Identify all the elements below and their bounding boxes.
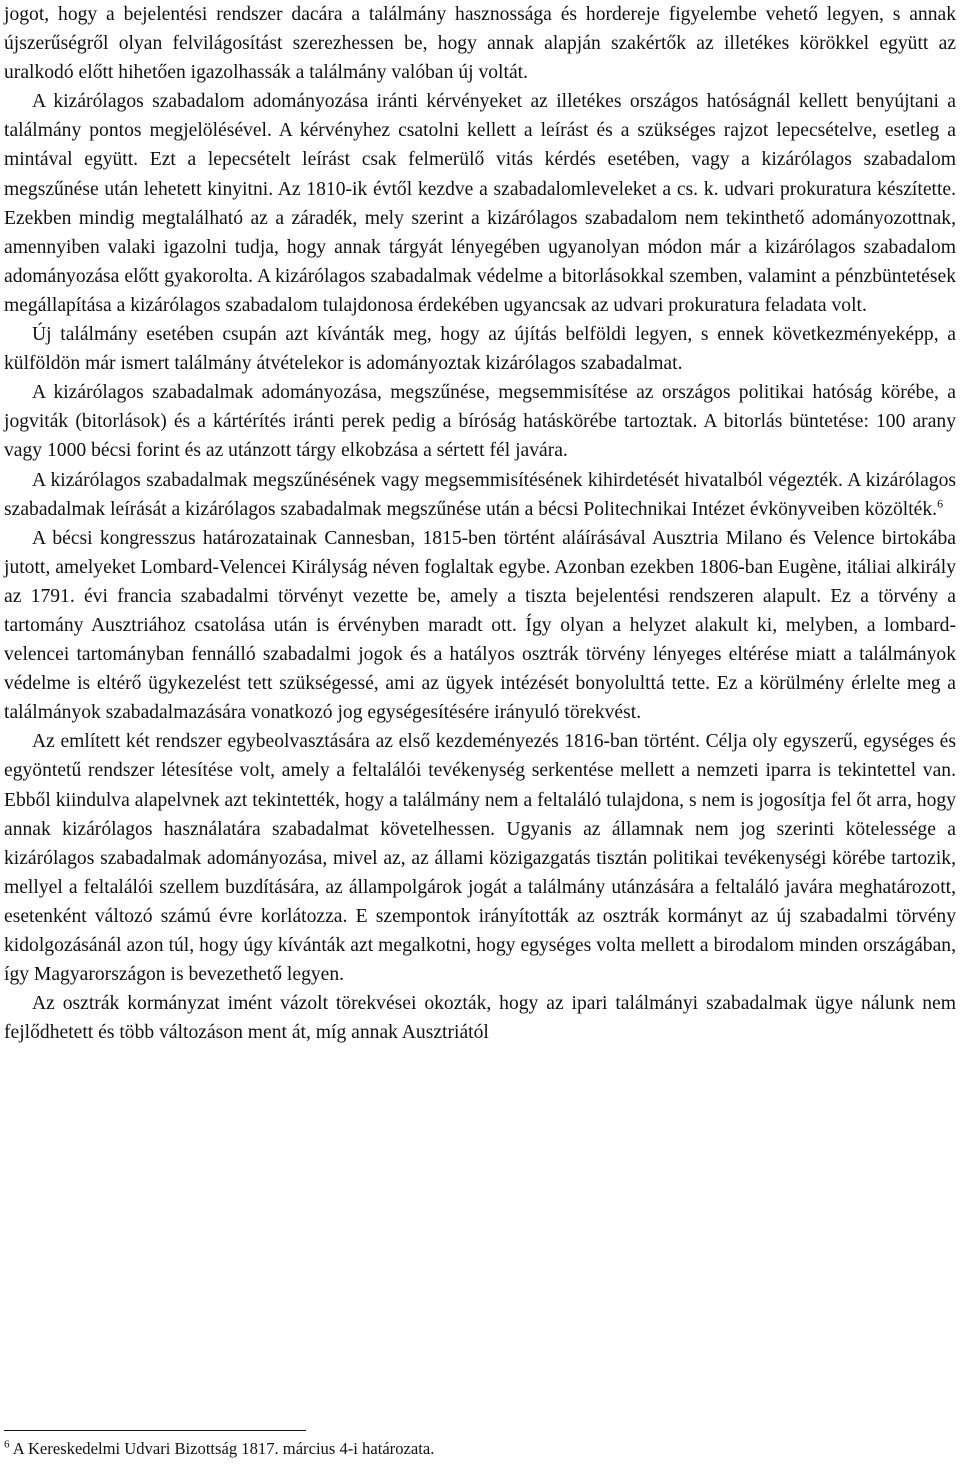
paragraph-text: Az osztrák kormányzat imént vázolt törekvései okozták, hogy az ipari találmányi szabadalmak ügye nálunk nem fejlődhetett és több változáson ment át, míg annak Ausztriától xyxy=(4,993,956,1044)
footnote xyxy=(4,1437,944,1461)
paragraph-text: jogot, hogy a bejelentési rendszer dacára a találmány hasznossága és hordereje figyelembe vehető legyen, s annak újszerűségről olyan felvilágosítást szerezhessen be, hogy annak alapján szakértők az illetékes körökkel együtt az uralkodó előtt hihetően igazolhassák a találmány valóban új voltát. xyxy=(4,4,956,84)
page-body xyxy=(4,0,956,1047)
paragraph-text: A bécsi kongresszus határozatainak Cannesban, 1815-ben történt aláírásával Ausztria Milano és Velence birtokába jutott, amelyeket Lombard-Velencei Királyság néven foglaltak egybe. Azonban ezekben 1806-ban Eugène, itáliai alkirály az 1791. évi francia szabadalmi törvényt vezette be, amely a tiszta bejelentési rendszeren alapult. Ez a törvény a tartomány Ausztriához csatolása után is érvényben maradt ott. Így olyan a helyzet alakult ki, melyben, a lombard-velencei tartományban fennálló szabadalmi jogok és a hatályos osztrák törvény lényeges eltérése miatt a találmányok védelme is eltérő ügykezelést tett szükségessé, ami az ügyek intézését bonyolulttá tette. Ez a körülmény érlelte meg a találmányok szabadalmazására vonatkozó jog egységesítésére irányuló törekvést. xyxy=(4,527,956,724)
paragraph-8 xyxy=(4,989,956,1047)
paragraph-text: Új találmány esetében csupán azt kívánták meg, hogy az újítás belföldi legyen, s ennek következményeképp, a külföldön már ismert találmány átvételekor is adományoztak kizárólagos szabadalmat. xyxy=(4,324,956,375)
paragraph-3 xyxy=(4,320,956,378)
paragraph-text: A kizárólagos szabadalmak adományozása, megszűnése, megsemmisítése az országos politikai hatóság körébe, a jogviták (bitorlások) és a kártérítés iránti perek pedig a bíróság hatáskörébe tartoztak. A bitorlás büntetése: 100 arany vagy 1000 bécsi forint és az utánzott tárgy elkobzása a sértett fél javára. xyxy=(4,382,956,462)
footnote-divider xyxy=(4,1430,306,1431)
paragraph-6 xyxy=(4,524,956,728)
footnote-text: A Kereskedelmi Udvari Bizottság 1817. március 4-i határozata. xyxy=(12,1439,435,1458)
paragraph-text: A kizárólagos szabadalom adományozása iránti kérvényeket az illetékes országos hatóságnál kellett benyújtani a találmány pontos megjelölésével. A kérvényhez csatolni kellett a leírást és a szükséges rajzot lepecsételve, esetleg a mintával együtt. Ezt a lepecsételt leírást csak felmerülő vitás kérdés esetében, vagy a kizárólagos szabadalom megszűnése után lehetett kinyitni. Az 1810-ik évtől kezdve a szabadalomleveleket a cs. k. udvari prokuratura készítette. Ezekben mindig megtalálható az a záradék, mely szerint a kizárólagos szabadalom nem tekinthető adományozottnak, amennyiben valaki igazolni tudja, hogy annak tárgyát lényegében ugyanolyan módon már a kizárólagos szabadalom adományozása előtt gyakorolta. A kizárólagos szabadalmak védelme a bitorlásokkal szemben, valamint a pénzbüntetések megállapítása a kizárólagos szabadalom tulajdonosa érdekében ugyancsak az udvari prokuratura feladata volt. xyxy=(4,91,956,316)
paragraph-text: A kizárólagos szabadalmak megszűnésének vagy megsemmisítésének kihirdetését hivatalból végezték. A kizárólagos szabadalmak leírását a kizárólagos szabadalmak megszűnése után a bécsi Politechnikai Intézet évkönyveiben közölték. xyxy=(4,469,956,520)
paragraph-5 xyxy=(4,466,956,524)
paragraph-1 xyxy=(4,0,956,87)
paragraph-4 xyxy=(4,378,956,465)
paragraph-text: Az említett két rendszer egybeolvasztására az első kezdeményezés 1816-ban történt. Célja oly egyszerű, egységes és egyöntetű rendszer létesítése volt, amely a feltalálói tevékenység serkentése mellett a nemzeti iparra is tekintettel van. Ebből kiindulva alapelvnek azt tekintették, hogy a találmány nem a feltaláló tulajdona, s nem is jogosítja fel őt arra, hogy annak kizárólagos használatára szabadalmat követelhessen. Ugyanis az államnak nem jog szerinti kötelessége a kizárólagos szabadalmak adományozása, mivel az, az állami közigazgatás tisztán politikai tevékenységi körébe tartozik, mellyel a feltalálói szellem buzdítására, az állampolgárok jogát a találmány utánzására a feltaláló javára meghatározott, esetenként változó számú évre korlátozza. E szempontok irányították az osztrák kormányt az új szabadalmi törvény kidolgozásánál azon túl, hogy úgy kívánták azt megalkotni, hogy egységes volta mellett a birodalom minden országában, így Magyarországon is bevezethető legyen. xyxy=(4,731,956,986)
paragraph-7 xyxy=(4,727,956,989)
footnote-reference[interactable]: 6 xyxy=(937,496,944,511)
footnote-number: 6 xyxy=(4,1438,10,1451)
paragraph-2 xyxy=(4,87,956,320)
